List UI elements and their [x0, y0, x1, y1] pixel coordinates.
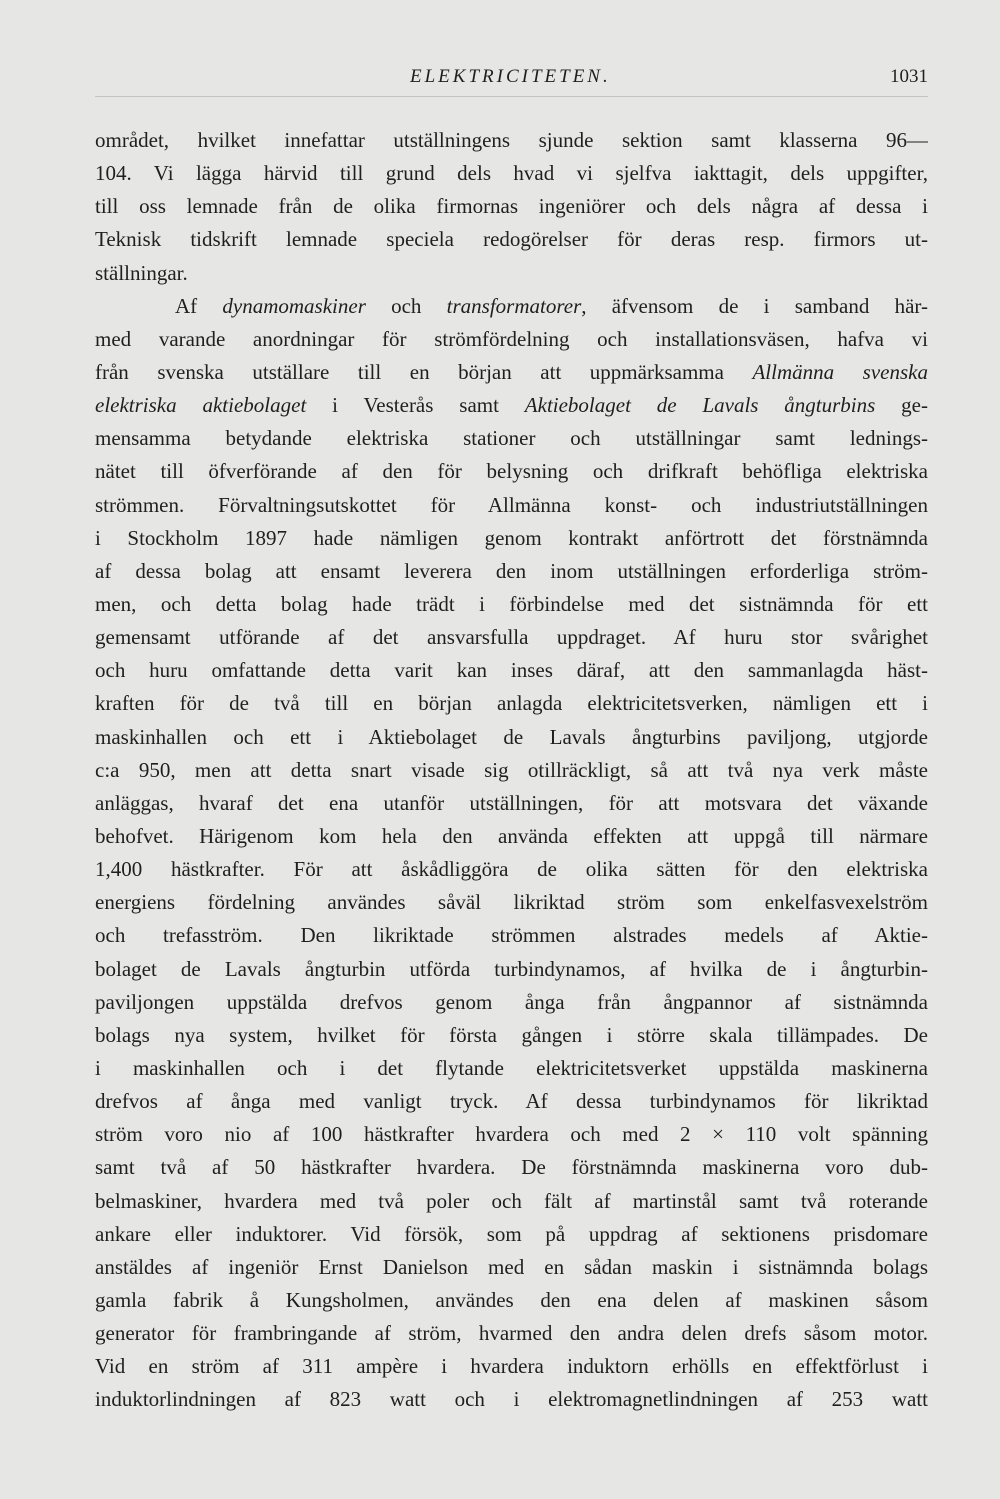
text-line: mensamma betydande elektriska stationer och utställningar samt lednings- — [95, 426, 928, 451]
text-line: drefvos af ånga med vanligt tryck. Af dessa turbindynamos för likriktad — [95, 1089, 928, 1114]
text-line: belmaskiner, hvardera med två poler och fält af martinstål samt två roterande — [95, 1188, 928, 1213]
text-run: ge- — [875, 393, 928, 418]
text-line: med varande anordningar för strömfördelning och installationsväsen, hafva vi — [95, 326, 928, 351]
text-line: samt två af 50 hästkrafter hvardera. De förstnämnda maskinerna voro dub- — [95, 1155, 928, 1180]
text-run: från svenska utställare till en början att uppmärksamma — [95, 359, 753, 384]
text-run: Af — [175, 293, 223, 318]
text-line: till oss lemnade från de olika firmornas ingeniörer och dels några af dessa i — [95, 194, 928, 219]
text-line: området, hvilket innefattar utställningens sjunde sektion samt klasserna 96— — [95, 128, 928, 152]
text-run: , äfvensom de i samband här- — [581, 293, 928, 318]
text-line: anläggas, hvaraf det ena utanför utställningen, för att motsvara det växande — [95, 790, 928, 815]
text-run: i Vesterås samt — [306, 393, 525, 418]
text-line: nätet till öfverförande af den för belysning och drifkraft behöfliga elektriska — [95, 459, 928, 484]
text-line: och huru omfattande detta varit kan inses däraf, att den sammanlagda häst- — [95, 658, 928, 683]
text-line: bolaget de Lavals ångturbin utförda turbindynamos, af hvilka de i ångturbin- — [95, 956, 928, 981]
text-line — [95, 290, 928, 323]
text-line: 104. Vi lägga härvid till grund dels hvad vi sjelfva iakttagit, dels uppgifter, — [95, 161, 928, 186]
text-line: af dessa bolag att ensamt leverera den inom utställningen erforderliga ström- — [95, 558, 928, 583]
text-line: gamla fabrik å Kungsholmen, användes den ena delen af maskinen såsom — [95, 1287, 928, 1312]
italic-text: dynamomaskiner — [222, 293, 366, 318]
text-line: paviljongen uppstälda drefvos genom ånga från ångpannor af sistnämnda — [95, 989, 928, 1014]
text-line: gemensamt utförande af det ansvarsfulla uppdraget. Af huru stor svårighet — [95, 625, 928, 650]
text-line: generator för frambringande af ström, hvarmed den andra delen drefs såsom motor. — [95, 1321, 928, 1346]
text-line: 1,400 hästkrafter. För att åskådliggöra de olika sätten för den elektriska — [95, 857, 928, 882]
text-line: strömmen. Förvaltningsutskottet för Allmänna konst- och industriutställningen — [95, 492, 928, 517]
text-line — [95, 356, 928, 389]
running-title: ELEKTRICITETEN. — [410, 66, 611, 87]
text-line: anstäldes af ingeniör Ernst Danielson med en sådan maskin i sistnämnda bolags — [95, 1254, 928, 1279]
italic-text: elektriska aktiebolaget — [95, 393, 307, 418]
text-line: ställningar. — [95, 260, 188, 285]
text-line: induktorlindningen af 823 watt och i elektromagnetlindningen af 253 watt — [95, 1387, 928, 1412]
italic-text: Allmänna svenska — [752, 359, 928, 384]
text-line: Vid en ström af 311 ampère i hvardera induktorn erhölls en effektförlust i — [95, 1354, 928, 1379]
text-line: och trefasström. Den likriktade strömmen alstrades medels af Aktie- — [95, 923, 928, 948]
text-line: bolags nya system, hvilket för första gången i större skala tillämpades. De — [95, 1022, 928, 1047]
italic-text: Aktiebolaget de Lavals ångturbins — [524, 393, 876, 418]
italic-text: transformatorer — [446, 293, 582, 318]
text-line: ström voro nio af 100 hästkrafter hvardera och med 2 × 110 volt spänning — [95, 1122, 928, 1147]
text-line: c:a 950, men att detta snart visade sig otillräckligt, så att två nya verk måste — [95, 757, 928, 782]
text-line: behofvet. Härigenom kom hela den använda effekten att uppgå till närmare — [95, 823, 928, 848]
page-number: 1031 — [890, 66, 928, 87]
text-line: maskinhallen och ett i Aktiebolaget de Lavals ångturbins paviljong, utgjorde — [95, 724, 928, 749]
body-text — [95, 124, 928, 1416]
text-line: Teknisk tidskrift lemnade speciela redogörelser för deras resp. firmors ut- — [95, 227, 928, 252]
text-line: energiens fördelning användes såväl likriktad ström som enkelfasvexelström — [95, 890, 928, 915]
text-line: i Stockholm 1897 hade nämligen genom kontrakt anförtrott det förstnämnda — [95, 525, 928, 550]
text-run: och — [365, 293, 447, 318]
text-line — [95, 389, 928, 422]
text-line: kraften för de två till en början anlagda elektricitetsverken, nämligen ett i — [95, 691, 928, 716]
text-line: i maskinhallen och i det flytande elektricitetsverket uppstälda maskinerna — [95, 1055, 928, 1080]
text-line: men, och detta bolag hade trädt i förbindelse med det sistnämnda för ett — [95, 591, 928, 616]
text-line: ankare eller induktorer. Vid försök, som på uppdrag af sektionens prisdomare — [95, 1221, 928, 1246]
running-header — [95, 66, 928, 97]
